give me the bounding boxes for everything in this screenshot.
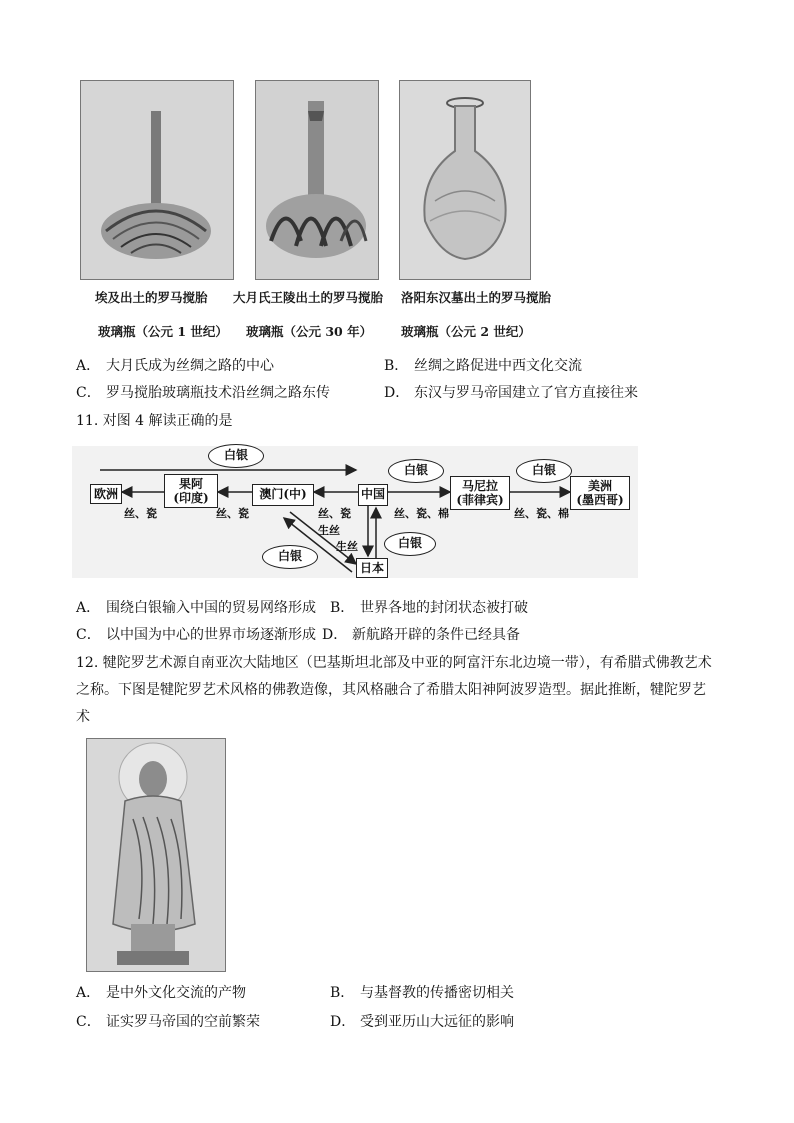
q12-option-d[interactable] [330, 1011, 514, 1031]
node-goa-country: (印度) [173, 491, 209, 505]
node-manila-philippines [450, 476, 510, 510]
node-manila-name: 马尼拉 [461, 479, 498, 493]
option-letter: C． [76, 627, 101, 643]
option-letter: A． [76, 358, 101, 374]
image-caption-1-line2: 玻璃瓶（公元 1 世纪） [98, 324, 228, 339]
goods-china-manila: 丝、瓷、棉 [394, 507, 449, 520]
goods-raw-silk-1: 生丝 [318, 524, 340, 537]
option-letter: C． [76, 385, 101, 401]
option-text: 大月氏成为丝绸之路的中心 [106, 358, 274, 374]
option-letter: D． [322, 627, 348, 643]
option-text: 罗马搅胎玻璃瓶技术沿丝绸之路东传 [106, 385, 330, 401]
goods-raw-silk-2: 生丝 [336, 540, 358, 553]
option-letter: D． [384, 385, 410, 401]
node-europe: 欧洲 [90, 484, 122, 504]
option-text: 围绕白银输入中国的贸易网络形成 [106, 600, 316, 616]
q12-stem-line3: 术 [76, 709, 90, 725]
option-text: 受到亚历山大远征的影响 [360, 1014, 514, 1030]
silver-label-japan-china: 白银 [384, 532, 436, 556]
node-manila-country: (菲律宾) [456, 493, 504, 507]
image-caption-3-line2: 玻璃瓶（公元 2 世纪） [401, 324, 531, 339]
node-america-name: 美洲 [587, 479, 612, 493]
node-macau: 澳门(中) [252, 484, 314, 506]
node-goa-name: 果阿 [178, 477, 203, 491]
silver-label-top: 白银 [208, 444, 264, 468]
gandhara-buddha-statue-photo [86, 738, 226, 972]
option-text: 东汉与罗马帝国建立了官方直接往来 [414, 385, 638, 401]
q11-stem: 11. 对图 4 解读正确的是 [76, 413, 233, 429]
q11-option-a[interactable] [76, 597, 316, 617]
goods-goa-europe: 丝、瓷 [124, 507, 157, 520]
goods-manila-america: 丝、瓷、棉 [514, 507, 569, 520]
node-america-country: (墨西哥) [576, 493, 624, 507]
image-caption-2-line1: 大月氏王陵出土的罗马搅胎 [233, 290, 384, 305]
image-caption-1-line1: 埃及出土的罗马搅胎 [95, 290, 208, 305]
option-letter: D． [330, 1014, 356, 1030]
goods-macau-goa: 丝、瓷 [216, 507, 249, 520]
q12-option-c[interactable] [76, 1011, 260, 1031]
option-letter: A． [76, 600, 101, 616]
option-letter: C． [76, 1014, 101, 1030]
option-text: 丝绸之路促进中西文化交流 [414, 358, 582, 374]
option-text: 是中外文化交流的产物 [106, 985, 246, 1001]
option-text: 世界各地的封闭状态被打破 [360, 600, 528, 616]
buddha-statue-illustration [87, 739, 225, 971]
option-letter: B． [384, 358, 409, 374]
q11-option-c[interactable] [76, 624, 316, 644]
option-letter: B． [330, 600, 355, 616]
option-text: 与基督教的传播密切相关 [360, 985, 514, 1001]
silver-label-japan-macau: 白银 [262, 545, 318, 569]
q12-stem-line2: 之称。下图是犍陀罗艺术风格的佛教造像，其风格融合了希腊太阳神阿波罗造型。据此推断，犍陀罗艺 [76, 682, 706, 698]
goods-china-macau: 丝、瓷 [318, 507, 351, 520]
option-text: 证实罗马帝国的空前繁荣 [106, 1014, 260, 1030]
q12-option-b[interactable] [330, 982, 514, 1002]
silver-label-america: 白银 [516, 459, 572, 483]
node-goa-india [164, 474, 218, 508]
option-text: 以中国为中心的世界市场逐渐形成 [106, 627, 316, 643]
option-text: 新航路开辟的条件已经具备 [352, 627, 520, 643]
image-caption-2-line2: 玻璃瓶（公元 30 年） [246, 324, 373, 339]
node-america-mexico [570, 476, 630, 510]
q12-stem-line1: 12. 犍陀罗艺术源自南亚次大陆地区（巴基斯坦北部及中亚的阿富汗东北边境一带），有希腊式佛教艺术 [76, 655, 712, 671]
image-caption-3-line1: 洛阳东汉墓出土的罗马搅胎 [401, 290, 552, 305]
option-letter: A． [76, 985, 101, 1001]
node-japan: 日本 [356, 558, 388, 578]
option-letter: B． [330, 985, 355, 1001]
silver-label-manila: 白银 [388, 459, 444, 483]
q12-option-a[interactable] [76, 982, 246, 1002]
q11-option-b[interactable] [330, 597, 528, 617]
q11-option-d[interactable] [322, 624, 520, 644]
node-china: 中国 [358, 484, 388, 506]
